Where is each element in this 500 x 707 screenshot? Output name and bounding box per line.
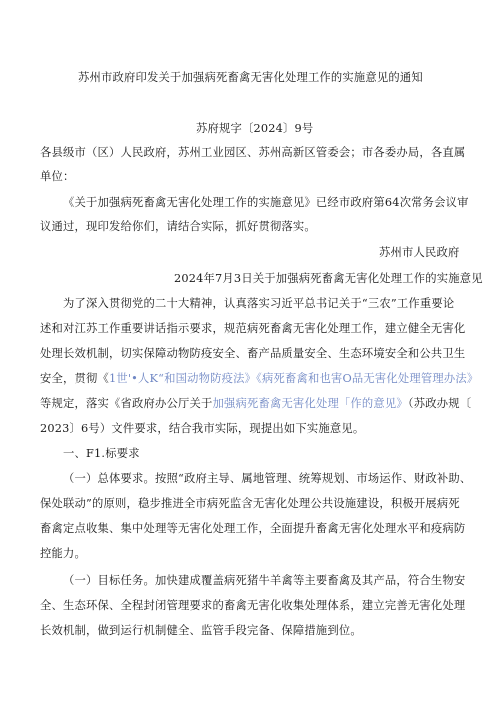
item-1-line-1: （一）总体要求。按照“政府主导、属地管理、统筹规划、市场运作、财政补助、 bbox=[63, 472, 472, 485]
document-number: 苏府规字〔2024〕9号 bbox=[196, 122, 314, 135]
date-heading: 2024年7月3日关于加强病死畜禽无害化处理工作的实施意见 bbox=[174, 272, 483, 285]
item-2-line-1: （一）目标任务。加快建成覆盖病死猪牛羊禽等主要畜禽及其产品，符合生物安 bbox=[63, 574, 466, 587]
body-paragraph-line-5-text: 等规定，落实《省政府办公厅关于 bbox=[40, 397, 213, 410]
addressee-line-2: 单位： bbox=[40, 170, 75, 183]
document-title: 苏州市政府印发关于加强病死畜禽无害化处理工作的实施意见的通知 bbox=[78, 71, 423, 84]
body-paragraph-line-4-text: 安全，贯彻《 bbox=[40, 372, 109, 385]
item-1-line-3: 畜禽定点收集、集中处理等无害化处理工作，全面提升畜禽无害化处理水平和疫病防 bbox=[40, 522, 466, 535]
provincial-opinion-link[interactable]: 加强病死畜禽无害化处理「作的意见》 bbox=[212, 397, 408, 410]
body-paragraph-line-1: 为了深入贯彻党的二十大精神，认真落实习近平总书记关于“三农”工作重要论 bbox=[63, 297, 455, 310]
item-2-line-3: 长效机制，做到运行机制健全、监管手段完备、保障措施到位。 bbox=[40, 624, 362, 637]
law-reference-link[interactable]: 1世'•人K“和国动物防疫法》《病死畜禽和也害O品无害化处理管理办法》 bbox=[108, 372, 479, 385]
body-paragraph-line-5 bbox=[40, 396, 471, 412]
body-paragraph-line-3: 处理长效机制，切实保障动物防疫安全、畜产品质量安全、生态环境安全和公共卫生 bbox=[40, 347, 466, 360]
addressee-line-1: 各县级市（区）人民政府，苏州工业园区、苏州高新区管委会；市各委办局，各直属 bbox=[40, 146, 466, 159]
item-1-line-4: 控能力。 bbox=[40, 547, 86, 560]
item-1-line-2: 保处联动”的原则，稳步推进全市病死监含无害化处理公共设施建设，积极开展病死 bbox=[40, 497, 460, 510]
section-1-heading: 一、F1.标要求 bbox=[63, 447, 140, 460]
body-paragraph-line-2: 述和对江苏工作重要讲话指示要求，规范病死畜禽无害化处理工作，建立健全无害化 bbox=[40, 322, 466, 335]
intro-line-1: 《关于加强病死畜禽无害化处理工作的实施意见》已经市政府第64次常务会议审 bbox=[63, 196, 469, 209]
intro-line-2: 议通过，现印发给你们，请结合实际，抓好贯彻落实。 bbox=[40, 220, 316, 233]
body-paragraph-line-6: 2023〕6号）文件要求，结合我市实际，现提出如下实施意见。 bbox=[40, 422, 365, 435]
issuer-name: 苏州市人民政府 bbox=[379, 246, 460, 259]
body-paragraph-line-4 bbox=[40, 371, 478, 387]
body-paragraph-line-5-suffix: （苏政办规〔 bbox=[407, 397, 472, 410]
item-2-line-2: 全、生态环保、全程封闭管理要求的畜禽无害化收集处理体系，建立完善无害化处理 bbox=[40, 599, 466, 612]
